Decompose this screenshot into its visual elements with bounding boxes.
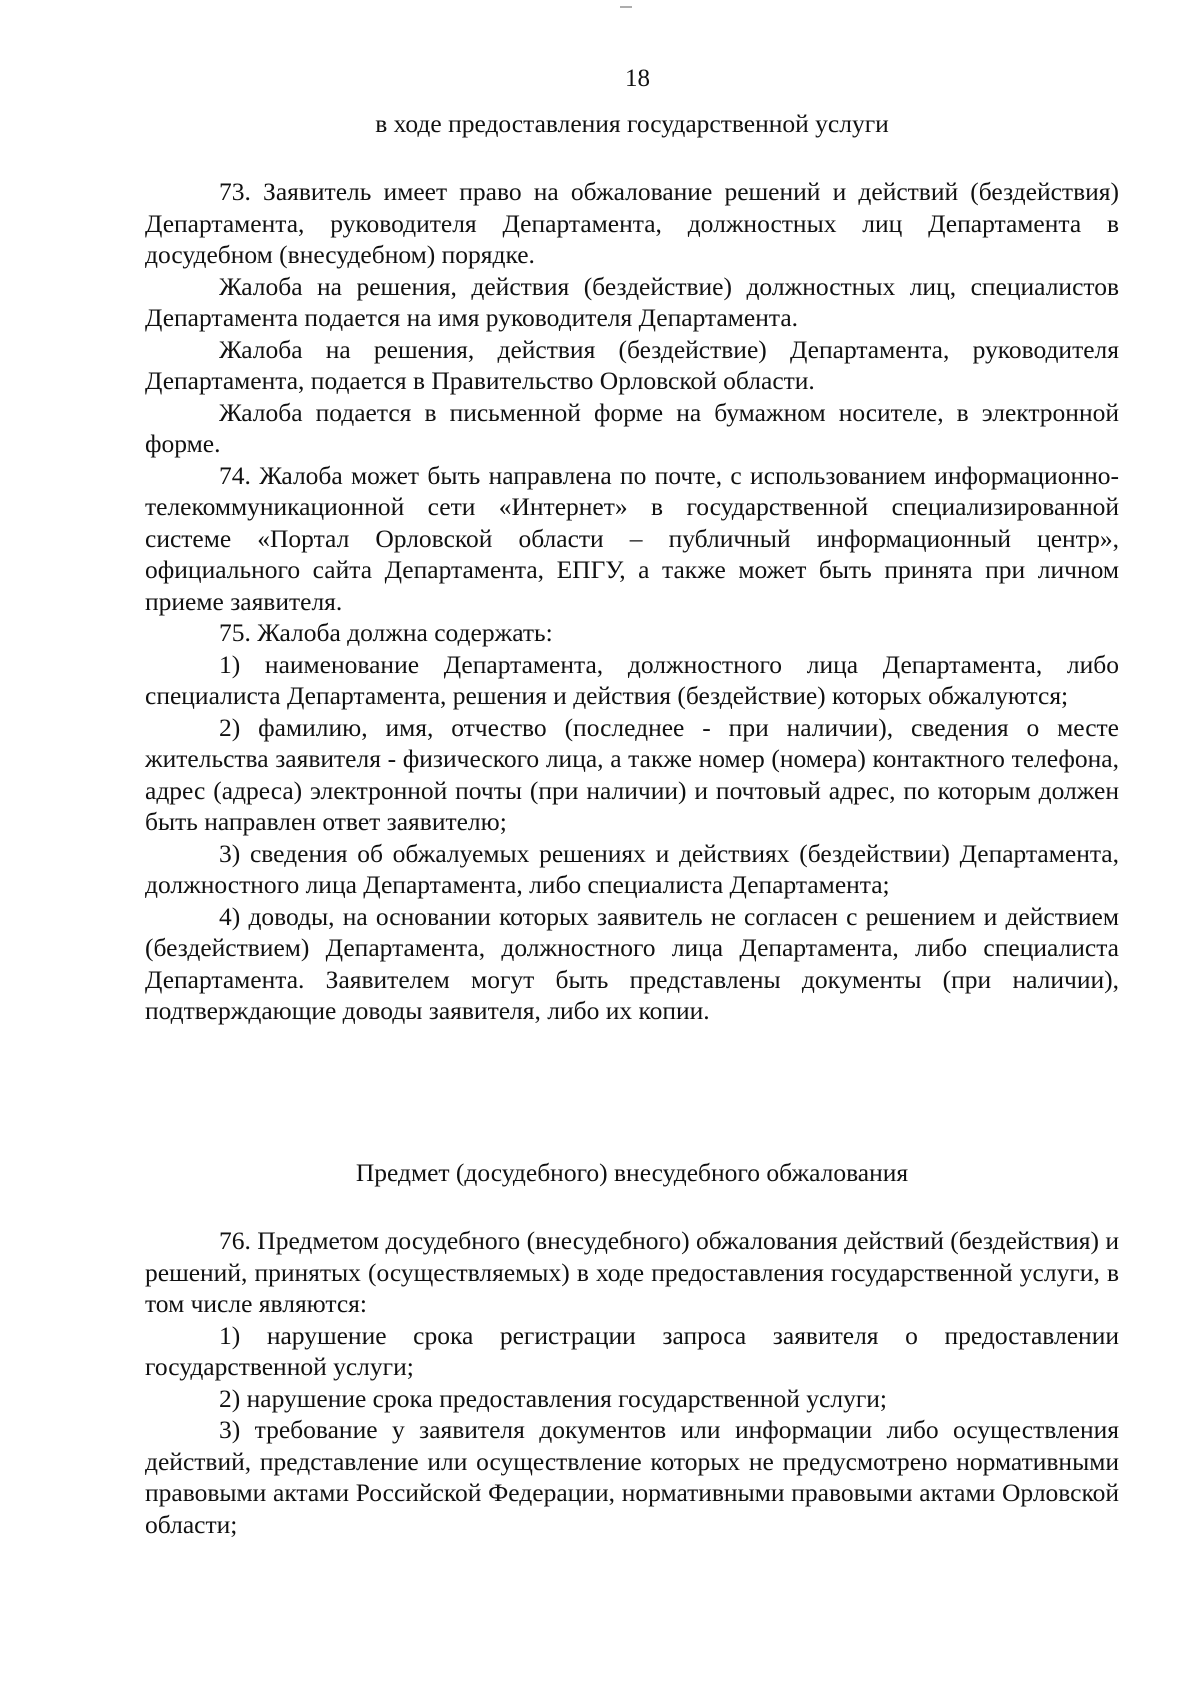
paragraph-76-item-1: 1) нарушение срока регистрации запроса заявителя о предоставлении государственной услуги;	[145, 1320, 1119, 1381]
section-1-heading: в ходе предоставления государственной услуги	[375, 109, 889, 138]
paragraph-complaint-form: Жалоба подается в письменной форме на бумажном носителе, в электронной форме.	[145, 397, 1119, 458]
paragraph-75-item-4: 4) доводы, на основании которых заявитель не согласен с решением и действием (бездействием) Департамента, должностного лица Департамента, либо специалиста Департамента. Заявителем могут быть представлены документы (при наличии), подтверждающие доводы заявителя, либо их копии.	[145, 901, 1119, 1025]
paragraph-76: 76. Предметом досудебного (внесудебного) обжалования действий (бездействия) и решений, принятых (осуществляемых) в ходе предоставления государственной услуги, в том числе являются:	[145, 1226, 1119, 1318]
paragraph-complaint-department: Жалоба на решения, действия (бездействие) Департамента, руководителя Департамента, подается в Правительство Орловской области.	[145, 334, 1119, 395]
paragraph-75: 75. Жалоба должна содержать:	[219, 618, 553, 647]
paragraph-75-item-2: 2) фамилию, имя, отчество (последнее - при наличии), сведения о месте жительства заявителя - физического лица, а также номер (номера) контактного телефона, адрес (адреса) электронной почты (при наличии) и почтовый адрес, по которым должен быть направлен ответ заявителю;	[145, 712, 1119, 836]
paragraph-73: 73. Заявитель имеет право на обжалование решений и действий (бездействия) Департамента, руководителя Департамента, должностных лиц Департамента в досудебном (внесудебном) порядке.	[145, 177, 1119, 269]
paragraph-75-item-1: 1) наименование Департамента, должностного лица Департамента, либо специалиста Департамента, решения и действия (бездействие) которых обжалуются;	[145, 649, 1119, 710]
scan-mark	[620, 6, 632, 8]
section-2-heading: Предмет (досудебного) внесудебного обжалования	[355, 1158, 909, 1187]
paragraph-75-item-3: 3) сведения об обжалуемых решениях и действиях (бездействии) Департамента, должностного лица Департамента, либо специалиста Департамента;	[145, 838, 1119, 899]
section-1-body	[145, 176, 1119, 1027]
section-2	[145, 1157, 1119, 1189]
paragraph-74: 74. Жалоба может быть направлена по почте, с использованием информационно-телекоммуникационной сети «Интернет» в государственной специализированной системе «Портал Орловской области – публичный информационный центр», официального сайта Департамента, ЕПГУ, а также может быть принята при личном приеме заявителя.	[145, 460, 1119, 616]
paragraph-76-item-3: 3) требование у заявителя документов или информации либо осуществления действий, представление или осуществление которых не предусмотрено нормативными правовыми актами Российской Федерации, нормативными правовыми актами Орловской области;	[145, 1415, 1119, 1539]
page-number: 18	[625, 65, 650, 92]
paragraph-complaint-officials: Жалоба на решения, действия (бездействие) должностных лиц, специалистов Департамента подается на имя руководителя Департамента.	[145, 271, 1119, 332]
section-2-body	[145, 1225, 1119, 1540]
section-1	[145, 108, 1119, 140]
paragraph-76-item-2: 2) нарушение срока предоставления государственной услуги;	[219, 1383, 888, 1413]
